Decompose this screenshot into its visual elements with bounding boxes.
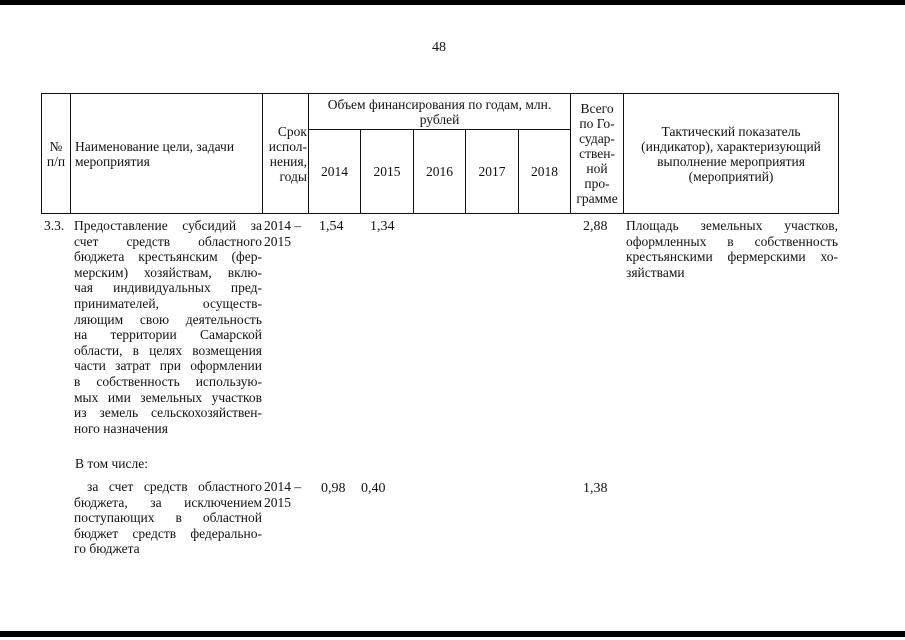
- text-line: зяйствами: [626, 264, 685, 280]
- text-line: части затрат при оформлении: [74, 358, 262, 374]
- value-2014: 0,98: [321, 481, 346, 496]
- text-line: 2014 –: [264, 218, 302, 233]
- including-label: В том числе:: [75, 456, 148, 471]
- value-total: 2,88: [583, 219, 608, 234]
- text-line: чая индивидуальных пред-: [74, 280, 262, 296]
- text-line: из земель сельскохозяйствен-: [74, 405, 262, 421]
- header-funding: Объем финансирования по годам, млн. рублей: [309, 94, 571, 130]
- text-line: бюджета крестьянским (фер-: [74, 249, 262, 265]
- value-2014: 1,54: [319, 219, 344, 234]
- header-indicator: Тактический показатель (индикатор), характеризующий выполнение мероприятия (мероприятий): [624, 94, 839, 214]
- value-2015: 0,40: [361, 481, 386, 496]
- header-term: Срок испол- нения, годы: [263, 94, 309, 214]
- header-year: 2016: [414, 130, 466, 214]
- text-line: Площадь земельных участков,: [626, 218, 838, 233]
- text-line: бюджет средств федерально-: [74, 525, 262, 541]
- text-line: принимателей, осуществ-: [74, 295, 262, 311]
- row-indicator: [626, 218, 838, 280]
- page-number: 48: [432, 40, 446, 55]
- header-year: 2014: [309, 130, 361, 214]
- text-line: счет средств областного: [74, 233, 262, 249]
- subrow-name: [74, 479, 262, 557]
- row-term: [264, 218, 308, 249]
- header-year: 2015: [361, 130, 414, 214]
- text-line: Предоставление субсидий за: [74, 218, 262, 233]
- top-rule: [0, 0, 905, 5]
- subrow-term: [264, 479, 308, 510]
- text-line: мерским) хозяйствам, вклю-: [74, 264, 262, 280]
- header-year: 2017: [466, 130, 519, 214]
- header-name: Наименование цели, задачи мероприятия: [71, 94, 263, 214]
- text-line: 2015: [264, 233, 291, 249]
- text-line: мых ими земельных участков: [74, 389, 262, 405]
- value-2015: 1,34: [370, 219, 395, 234]
- text-line: в собственность использую-: [74, 373, 262, 389]
- text-line: бюджета, за исключением: [74, 494, 262, 510]
- header-total: Всего по Го- судар- ствен- ной про- грамме: [571, 94, 624, 214]
- text-line: крестьянскими фермерскими хо-: [626, 249, 838, 265]
- header-year: 2018: [519, 130, 571, 214]
- row-number: 3.3.: [44, 218, 65, 233]
- value-total: 1,38: [583, 481, 608, 496]
- text-line: ляющим свою деятельность: [74, 311, 262, 327]
- text-line: поступающих в областной: [74, 510, 262, 526]
- bottom-rule: [0, 631, 905, 637]
- text-line: 2014 –: [264, 479, 302, 494]
- text-line: на территории Самарской: [74, 327, 262, 343]
- table-header: [41, 93, 839, 214]
- row-name: [74, 218, 262, 436]
- text-line: го бюджета: [74, 541, 140, 557]
- header-num: № п/п: [42, 94, 71, 214]
- text-line: области, в целях возмещения: [74, 342, 262, 358]
- text-line: 2015: [264, 494, 291, 510]
- text-line: ного назначения: [74, 420, 168, 436]
- text-line: оформленных в собственность: [626, 233, 838, 249]
- text-line: за счет средств областного: [87, 479, 262, 494]
